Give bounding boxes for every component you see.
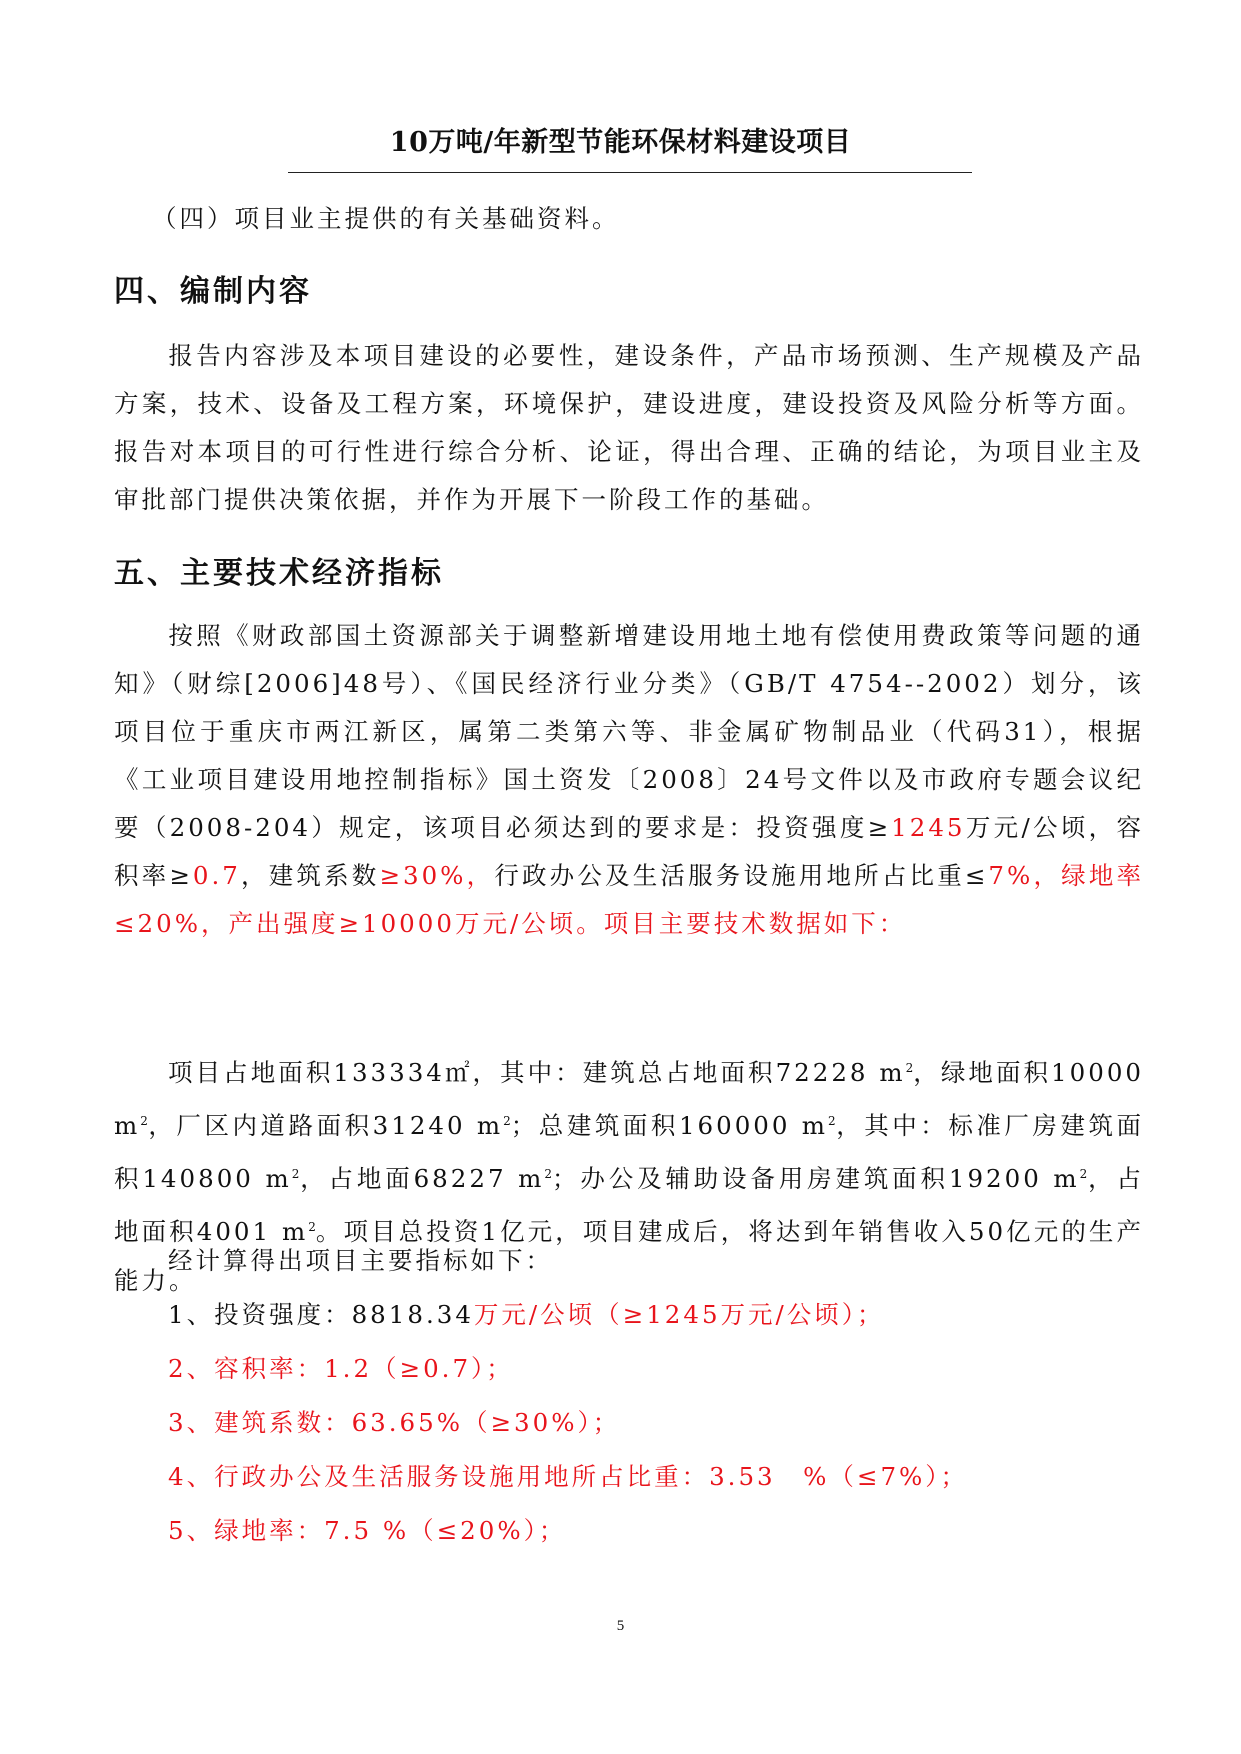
para1-red-2: 0.7 — [192, 861, 241, 890]
indicator-item-2: 2、容积率：1.2（≥0.7）； — [168, 1354, 514, 1383]
squared-mark: 2 — [828, 1114, 836, 1129]
para2-text-b: ，绿地面积10000 m — [114, 1058, 1144, 1141]
para1-text-4: 行政办公及生活服务设施用地所占比重≤ — [494, 861, 989, 890]
squared-mark: 2 — [544, 1167, 553, 1182]
para2-text-a: 项目占地面积133334㎡，其中：建筑总占地面积72228 m — [168, 1058, 906, 1088]
squared-mark: 2 — [905, 1061, 914, 1075]
para1-red-4: 7%，绿地率≤20%，产出强度≥10000万元/公顷。项目主要技术数据如下： — [114, 861, 1145, 938]
para2-text-g: ；办公及辅助设备用房建筑面积19200 m — [552, 1164, 1080, 1194]
squared-mark: 2 — [291, 1167, 300, 1182]
summary-intro: 经计算得出项目主要指标如下： — [168, 1246, 553, 1275]
para2-text-d: ；总建筑面积160000 m — [510, 1111, 829, 1141]
section-five-paragraph-1 — [114, 612, 1144, 948]
para1-text-2: 万元/公顷，容积率≥ — [114, 813, 1144, 890]
squared-mark: 2 — [308, 1220, 316, 1235]
para2-text-f: ，占地面68227 m — [299, 1164, 545, 1194]
header-divider — [288, 172, 972, 173]
page-header-title: 10万吨/年新型节能环保材料建设项目 — [389, 127, 852, 158]
para2-text-c: ，厂区内道路面积31240 m — [147, 1111, 504, 1141]
squared-mark: 2 — [1079, 1167, 1088, 1182]
indicator-item-3: 3、建筑系数：63.65%（≥30%）； — [168, 1408, 621, 1437]
section-four-heading: 四、编制内容 — [114, 274, 312, 309]
section-five-heading: 五、主要技术经济指标 — [114, 556, 444, 591]
section-four-paragraph — [114, 332, 1144, 524]
indicator-item-4: 4、行政办公及生活服务设施用地所占比重：3.53 %（≤7%）； — [168, 1462, 969, 1491]
indicator-1-value: 1、投资强度：8818.34 — [168, 1300, 474, 1329]
para1-text-1: 按照《财政部国土资源部关于调整新增建设用地土地有偿使用费政策等问题的通知》（财综[2006]48号）、《国民经济行业分类》（GB/T 4754--2002）划分，该项目位于重庆市两江新区，属第二类第六等、非金属矿物制品业（代码31），根据《工业项目建设用地控制指标》国土资发〔2008〕24号文件以及市政府专题会议纪要（2008-204）规定，该项目必须达到的要求是：投资强度≥ — [114, 621, 1144, 842]
para2-text-h: ，占地面积4001 m — [114, 1164, 1144, 1247]
page-number: 5 — [616, 1618, 625, 1634]
squared-mark: 2 — [140, 1114, 148, 1129]
para1-red-3: ≥30%， — [379, 861, 495, 890]
squared-mark: 2 — [503, 1114, 511, 1129]
indicator-1-unit: 万元/公顷（≥1245万元/公顷）； — [473, 1300, 885, 1329]
para2-text-e: ，其中：标准厂房建筑面积140800 m — [114, 1111, 1145, 1194]
para1-text-3: ，建筑系数 — [240, 861, 380, 890]
section-four-text: 报告内容涉及本项目建设的必要性，建设条件，产品市场预测、生产规模及产品方案，技术、设备及工程方案，环境保护，建设进度，建设投资及风险分析等方面。报告对本项目的可行性进行综合分析、论证，得出合理、正确的结论，为项目业主及审批部门提供决策依据，并作为开展下一阶段工作的基础。 — [114, 341, 1144, 514]
para1-red-1: 1245 — [891, 813, 966, 842]
indicator-item-5: 5、绿地率：7.5 %（≤20%）； — [168, 1516, 567, 1545]
para2-text-i: 。项目总投资1亿元，项目建成后，将达到年销售收入50亿元的生产能力。 — [114, 1217, 1145, 1295]
item-four-text: （四）项目业主提供的有关基础资料。 — [152, 204, 620, 233]
indicator-item-1 — [168, 1296, 885, 1331]
